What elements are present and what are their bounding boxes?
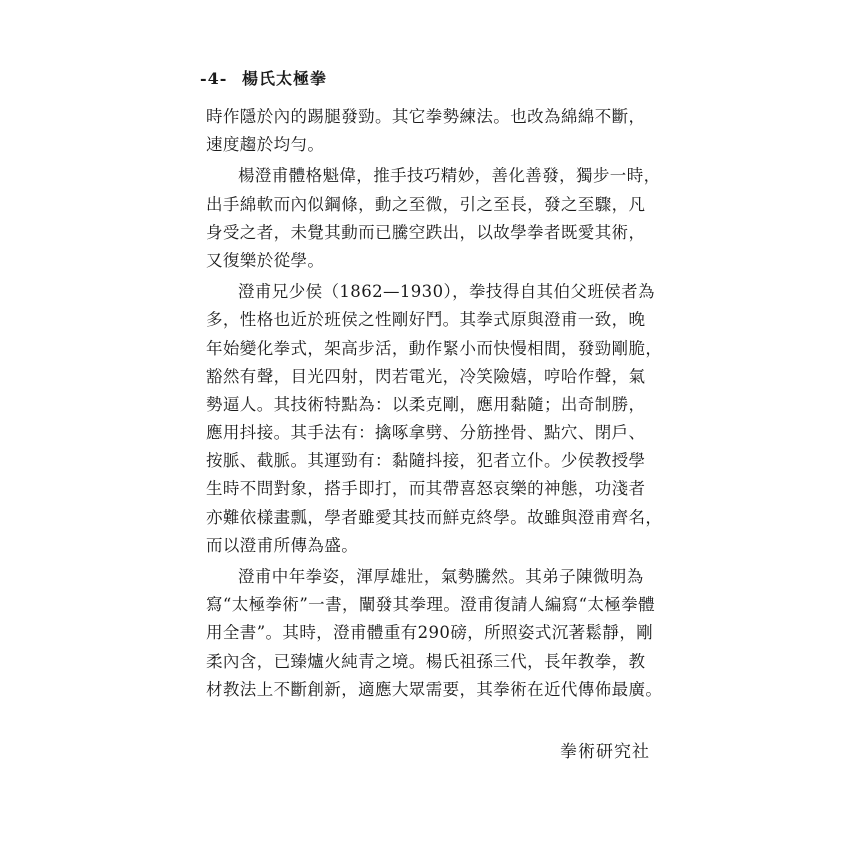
paragraph [206,162,666,275]
paragraph [206,563,666,704]
text-line: 生時不問對象，搭手即打，而其帶喜怒哀樂的神態，功淺者 [206,479,646,499]
page-number: -4- [200,69,228,88]
paragraph [206,103,666,159]
text-line: 亦難依樣畫瓢，學者雖愛其技而鮮克終學。故雖與澄甫齊名， [206,507,663,527]
text-line: 而以澄甫所傳為盛。 [206,535,359,555]
text-line: 時作隱於內的踢腿發勁。其它拳勢練法。也改為綿綿不斷， [206,107,646,126]
text-line: 用全書”。其時，澄甫體重有290磅，所照姿式沉著鬆靜，剛 [206,623,654,643]
text-line: 楊澄甫體格魁偉，推手技巧精妙，善化善發，獨步一時， [238,166,661,186]
text-line: 寫“太極拳術”一書，闡發其拳理。澄甫復請人編寫“太極拳體 [206,595,656,615]
text-line: 柔內含，已臻爐火純青之境。楊氏祖孫三代，長年教拳，教 [206,651,646,671]
text-line: 勢逼人。其技術特點為：以柔克剛，應用黏隨；出奇制勝， [206,394,646,414]
paragraph [206,278,666,560]
text-line: 又復樂於從學。 [206,250,325,270]
text-line: 材教法上不斷創新，適應大眾需要，其拳術在近代傳佈最廣。 [206,679,663,699]
text-line: 出手綿軟而內似鋼條，動之至微，引之至長，發之至驟，凡 [206,194,646,214]
text-line: 身受之者，未覺其動而已騰空跌出，以故學拳者既愛其術， [206,222,646,242]
text-line: 年始變化拳式，架高步活，動作緊小而快慢相間，發勁剛脆， [206,338,663,358]
body-text [206,103,666,704]
running-header [200,66,327,89]
text-line: 速度趨於均勻。 [206,135,325,155]
text-line: 澄甫兄少侯（1862—1930），拳技得自其伯父班侯者為 [238,282,655,302]
text-line: 豁然有聲，目光四射，閃若電光，冷笑險嬉，哼哈作聲，氣 [206,366,646,386]
text-line: 按脈、截脈。其運勁有：黏隨抖接，犯者立仆。少侯教授學 [206,451,646,471]
text-line: 澄甫中年拳姿，渾厚雄壯，氣勢騰然。其弟子陳微明為 [238,567,644,586]
book-title: 楊氏太極拳 [242,69,328,88]
publisher-name: 拳術研究社 [560,742,650,762]
text-line: 多，性格也近於班侯之性剛好鬥。其拳式原與澄甫一致，晚 [206,310,646,330]
text-line: 應用抖接。其手法有：擒啄拿劈、分筋挫骨、點穴、閉戶、 [206,423,646,443]
